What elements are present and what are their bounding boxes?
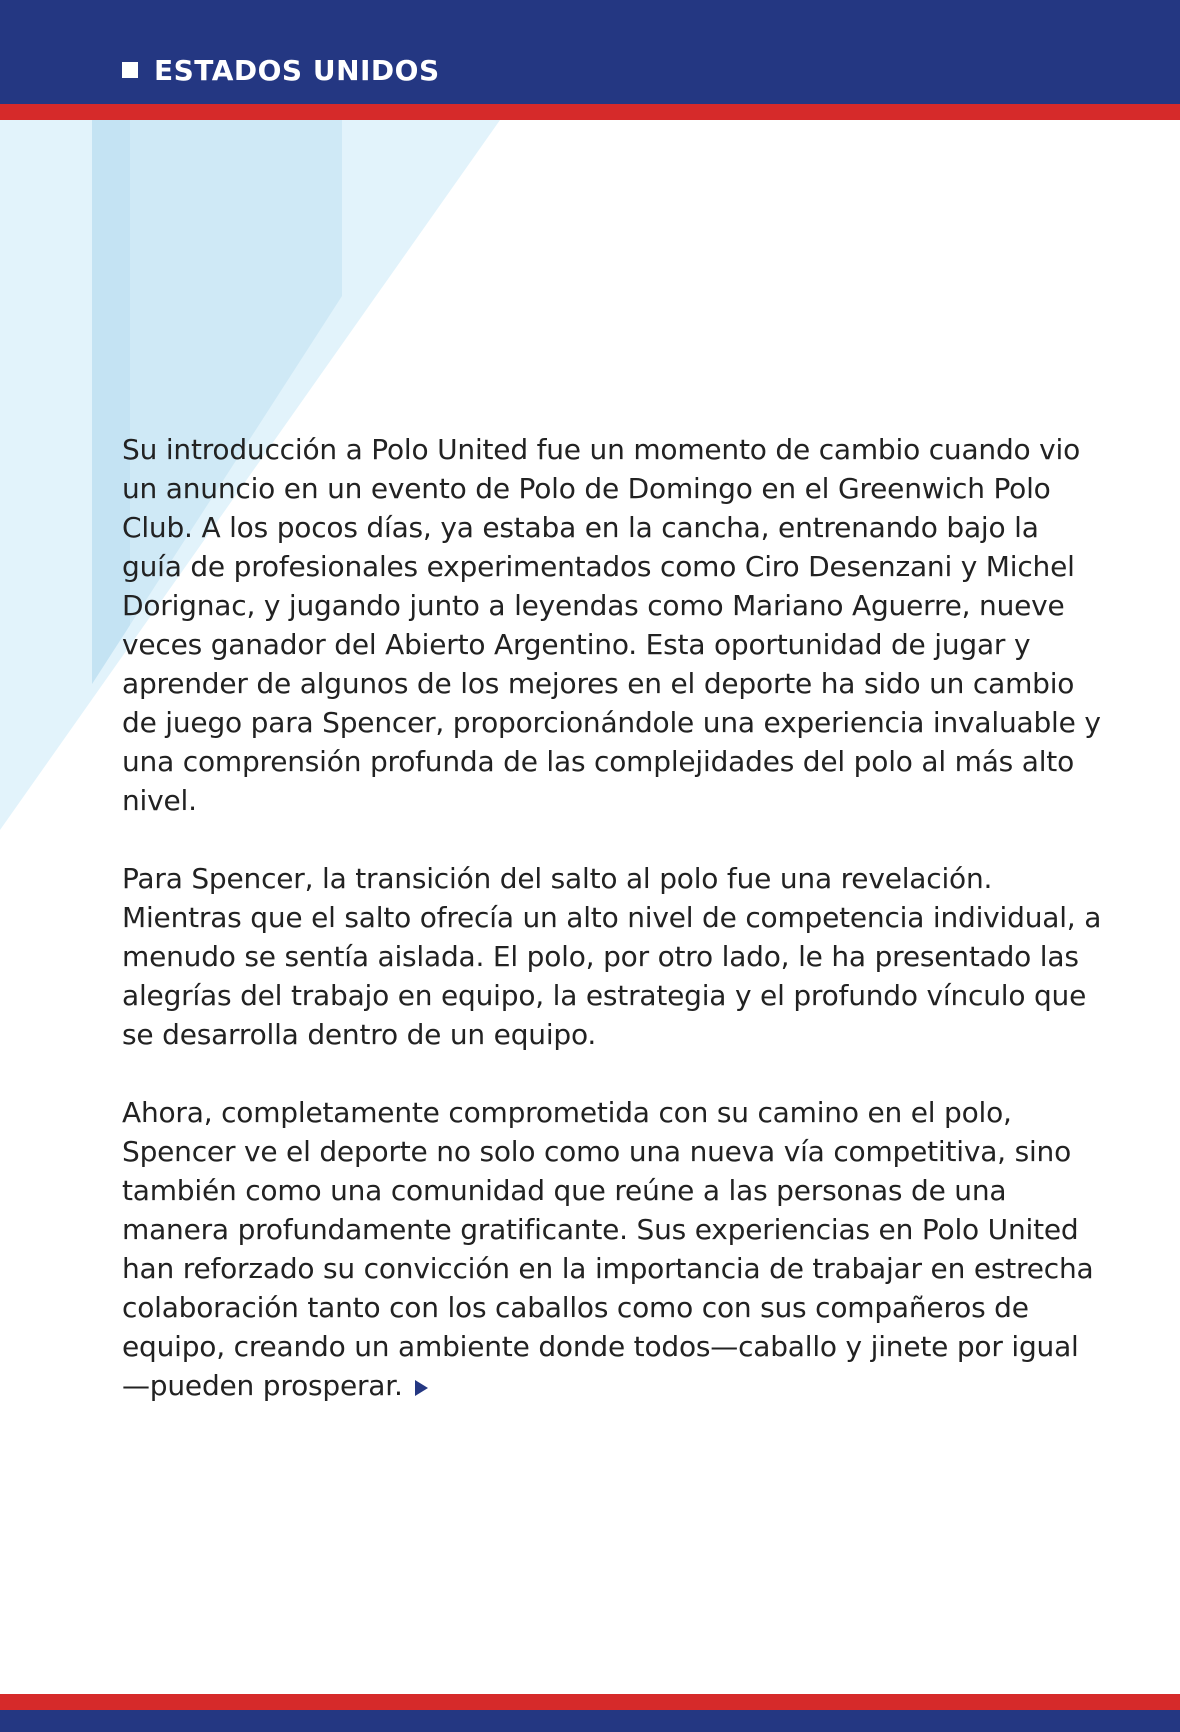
footer-bar <box>0 1710 1180 1732</box>
paragraph-3 <box>122 1093 1102 1405</box>
section-title: ESTADOS UNIDOS <box>154 53 440 87</box>
triangle-right-icon <box>415 1380 428 1396</box>
footer-red-stripe <box>0 1694 1180 1710</box>
square-icon <box>122 62 138 78</box>
paragraph-1: Su introducción a Polo United fue un momento de cambio cuando vio un anuncio en un evento de Polo de Domingo en el Greenwich Polo Club. A los pocos días, ya estaba en la cancha, entrenando bajo la guía de profesionales experimentados como Ciro Desenzani y Michel Dorignac, y jugando junto a leyendas como Mariano Aguerre, nueve veces ganador del Abierto Argentino. Esta oportunidad de jugar y aprender de algunos de los mejores en el deporte ha sido un cambio de juego para Spencer, proporcionándole una experiencia invaluable y una comprensión profunda de las complejidades del polo al más alto nivel. <box>122 433 1101 817</box>
paragraph-2: Para Spencer, la transición del salto al polo fue una revelación. Mientras que el salto ofrecía un alto nivel de competencia individual, a menudo se sentía aislada. El polo, por otro lado, le ha presentado las alegrías del trabajo en equipo, la estrategia y el profundo vínculo que se desarrolla dentro de un equipo. <box>122 862 1102 1051</box>
header-red-stripe <box>0 104 1180 120</box>
article-body <box>122 430 1102 1444</box>
section-label <box>122 50 440 90</box>
paragraph-3-text: Ahora, completamente comprometida con su camino en el polo, Spencer ve el deporte no solo como una nueva vía competitiva, sino también como una comunidad que reúne a las personas de una manera profundamente gratificante. Sus experiencias en Polo United han reforzado su convicción en la importancia de trabajar en estrecha colaboración tanto con los caballos como con sus compañeros de equipo, creando un ambiente donde todos—caballo y jinete por igual—pueden prosperar. <box>122 1096 1094 1402</box>
